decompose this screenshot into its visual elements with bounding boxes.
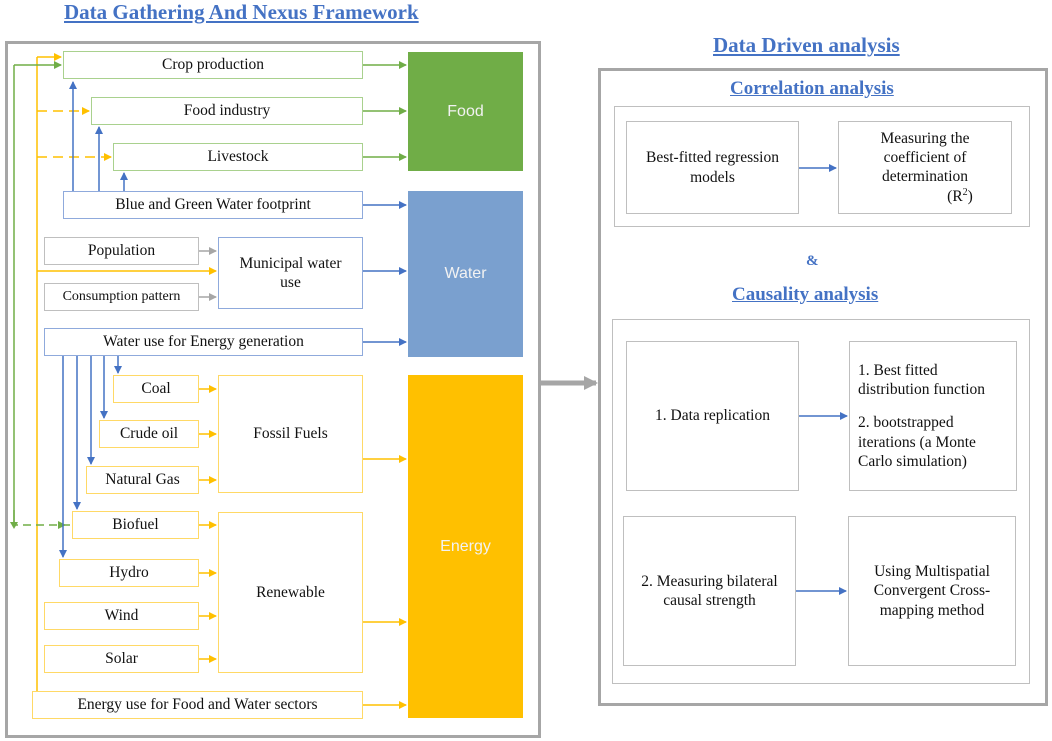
footprint-arrows: [73, 82, 124, 191]
analysis-title: Data Driven analysis: [713, 33, 900, 57]
water-footprint-box: Blue and Green Water footprint: [63, 191, 363, 219]
food-sector-block: Food: [408, 52, 523, 171]
water-energy-generation-box: Water use for Energy generation: [44, 328, 363, 356]
r2-open: (R: [947, 187, 963, 205]
wind-box: Wind: [44, 602, 199, 630]
energy-sector-block: Energy: [408, 375, 523, 718]
municipal-water-box: Municipal water use: [218, 237, 363, 309]
distribution-text: 1. Best fitted distribution function: [858, 361, 986, 398]
coefficient-text: Measuring the coefficient of determination: [880, 129, 970, 186]
population-box: Population: [44, 237, 199, 265]
coal-box: Coal: [113, 375, 199, 403]
renewable-box: Renewable: [218, 512, 363, 673]
biofuel-box: Biofuel: [72, 511, 199, 539]
correlation-title: Correlation analysis: [730, 78, 894, 99]
hydro-box: Hydro: [59, 559, 199, 587]
biofuel-entry-head: [58, 521, 66, 529]
livestock-box: Livestock: [113, 143, 363, 171]
ampersand: &: [806, 253, 819, 269]
ccm-method-box: Using Multispatial Convergent Cross-mapping method: [848, 516, 1016, 666]
energy-input-arrows: [363, 459, 406, 705]
data-replication-box: 1. Data replication: [626, 341, 799, 491]
regression-models-box: Best-fitted regression models: [626, 121, 799, 214]
fossil-fuels-box: Fossil Fuels: [218, 375, 363, 493]
water-sector-block: Water: [408, 191, 523, 357]
natural-gas-box: Natural Gas: [86, 466, 199, 494]
crude-oil-box: Crude oil: [99, 420, 199, 448]
water-to-energy-arrows: [63, 356, 118, 557]
biofuel-feedback-line: [14, 65, 70, 525]
energy-use-box: Energy use for Food and Water sectors: [32, 691, 363, 719]
food-industry-box: Food industry: [91, 97, 363, 125]
population-arrows: [199, 251, 216, 297]
energy-feedback-lines: [37, 57, 216, 691]
consumption-pattern-box: Consumption pattern: [44, 283, 199, 311]
r2-close: ): [967, 187, 973, 205]
framework-title: Data Gathering And Nexus Framework: [64, 0, 419, 24]
food-input-arrows: [363, 65, 406, 157]
r2-exponent: 2: [962, 186, 968, 198]
analysis-arrows: [796, 168, 847, 591]
water-input-arrows: [363, 205, 406, 342]
solar-box: Solar: [44, 645, 199, 673]
energy-source-arrows: [199, 389, 216, 659]
bootstrap-text: 2. bootstrapped iterations (a Monte Carlo simulation): [858, 414, 976, 471]
crop-production-box: Crop production: [63, 51, 363, 79]
bilateral-causal-box: 2. Measuring bilateral causal strength: [623, 516, 796, 666]
causality-title: Causality analysis: [732, 284, 879, 305]
